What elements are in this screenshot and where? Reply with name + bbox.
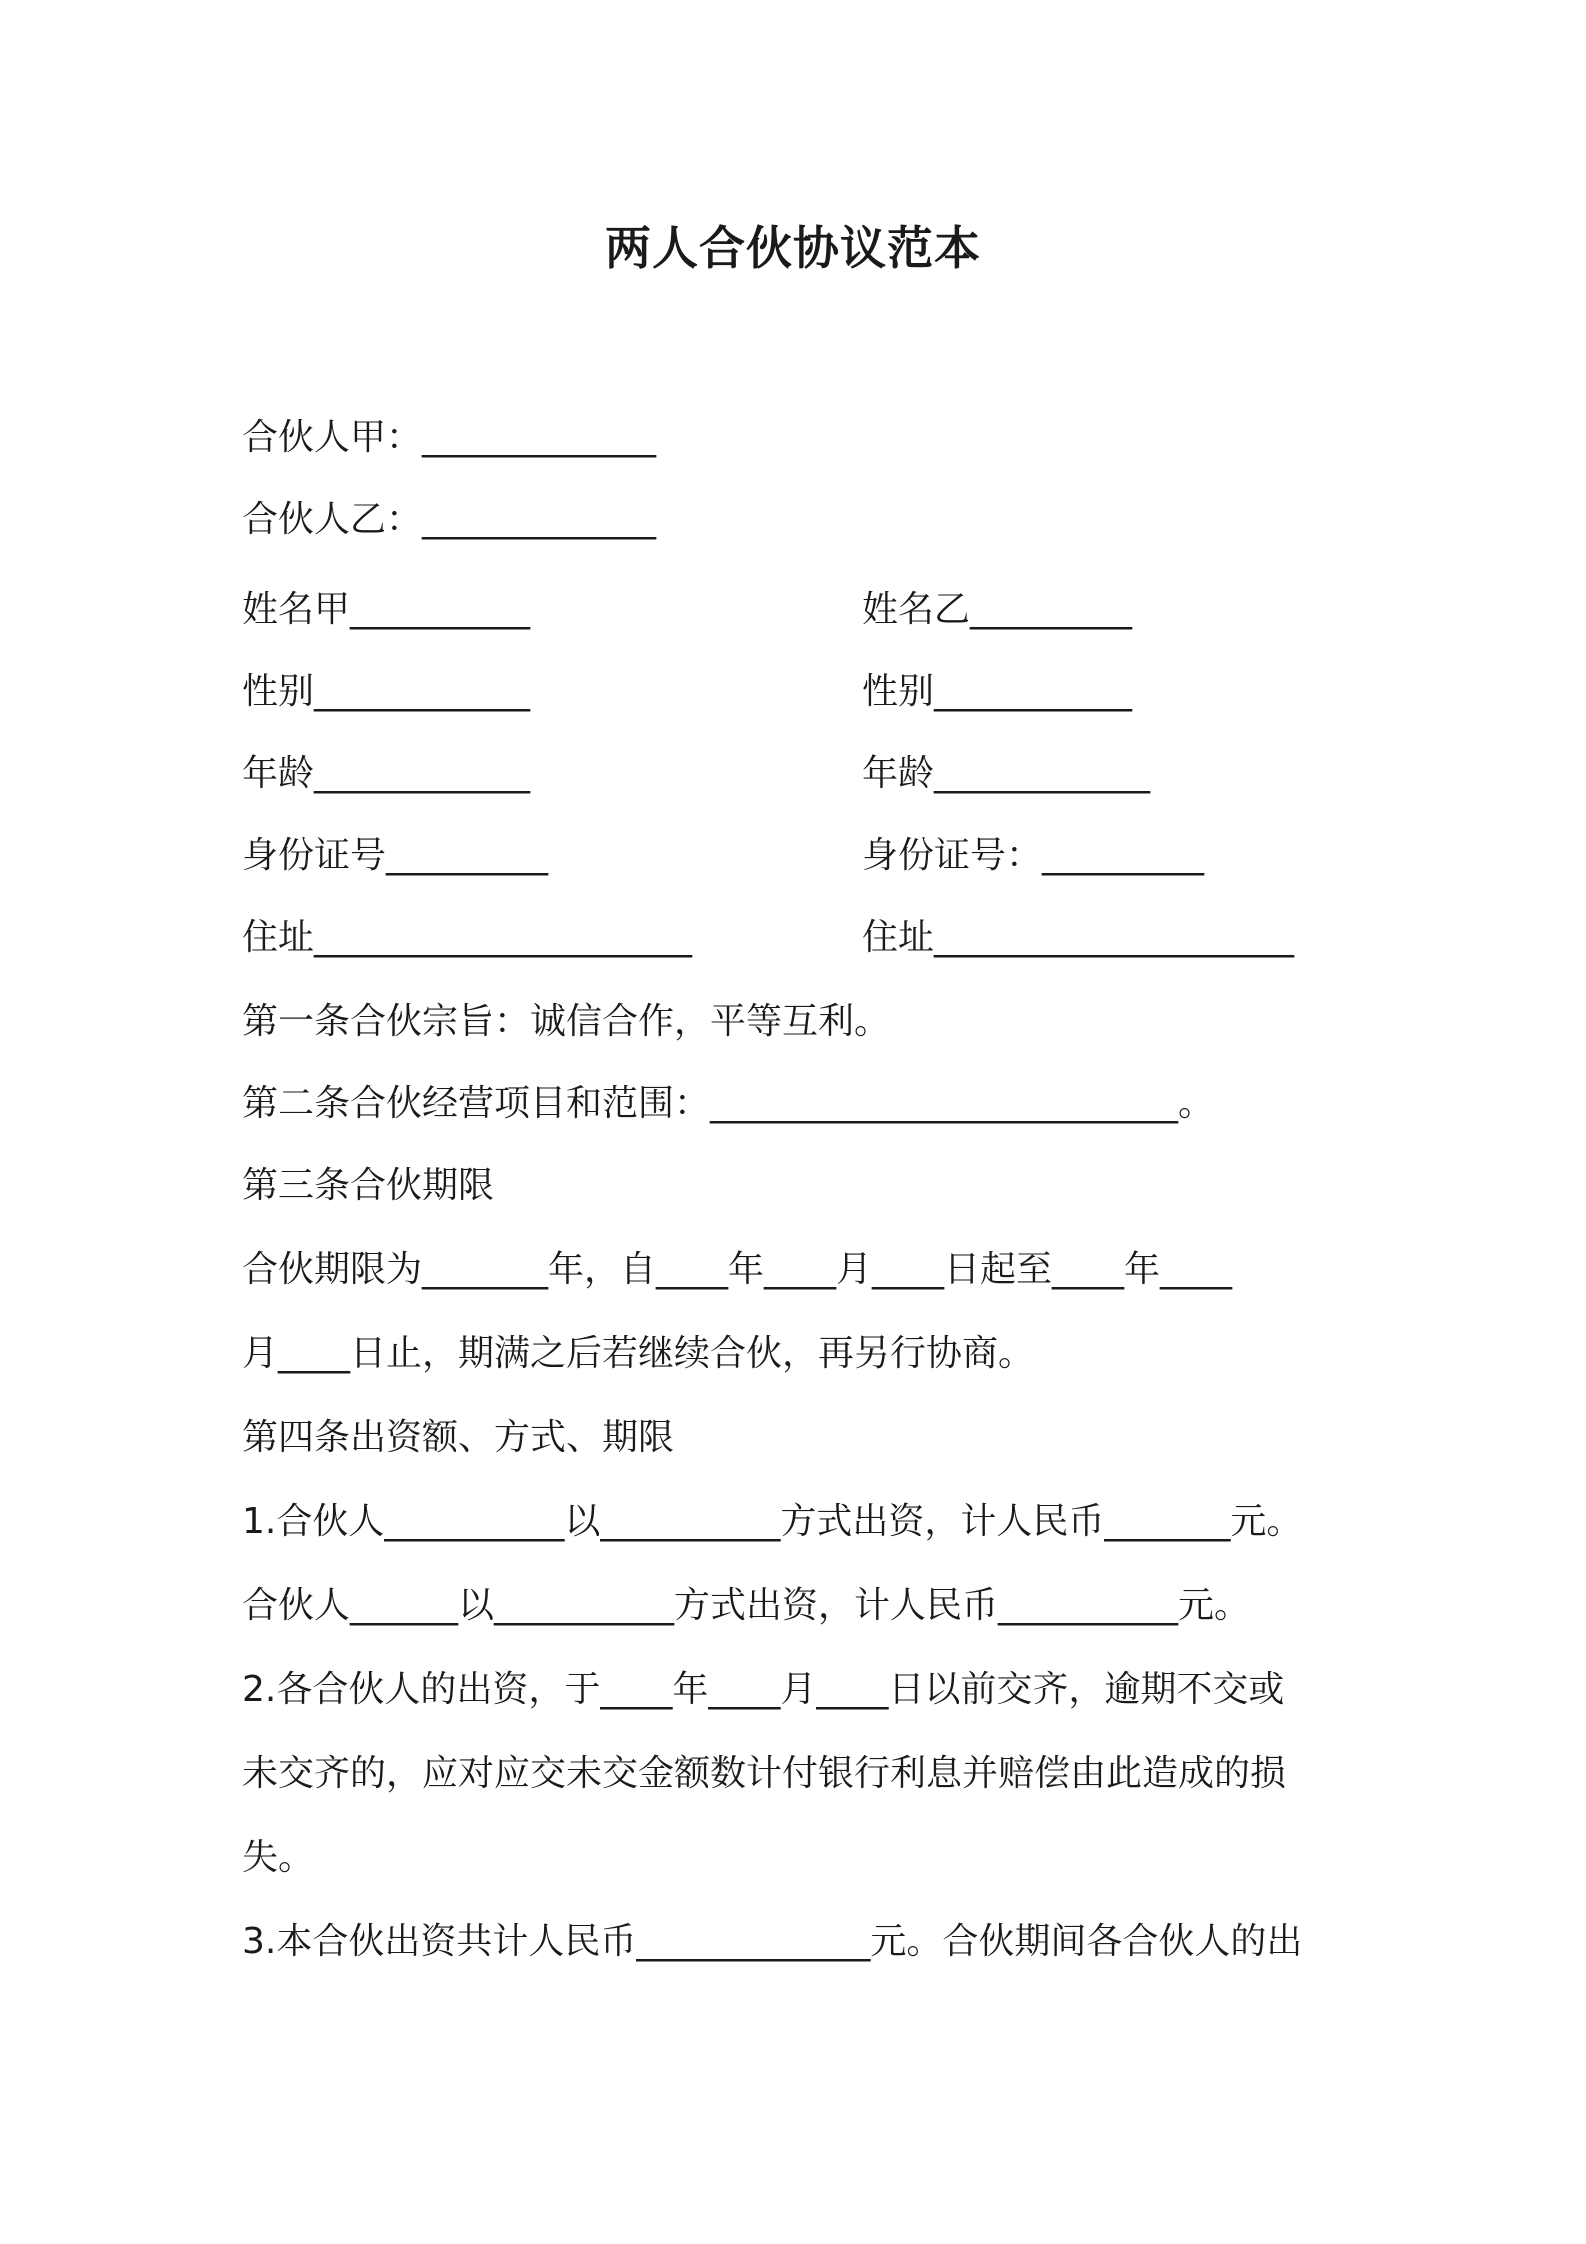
gender-a-field: 性别____________ [242, 671, 531, 712]
name-b-field: 姓名乙_________ [862, 589, 1133, 630]
article-3-line-1: 合伙期限为_______年，自____年____月____日起至____年____ [242, 1249, 1233, 1290]
address-b-field: 住址____________________ [862, 917, 1295, 958]
partner-b-line: 合伙人乙：_____________ [242, 499, 657, 540]
article-4-item-1-line-2: 合伙人______以__________方式出资，计人民币__________元。 [242, 1585, 1251, 1626]
article-4-heading: 第四条出资额、方式、期限 [242, 1417, 675, 1458]
age-b-field: 年龄____________ [862, 753, 1151, 794]
article-2: 第二条合伙经营项目和范围：__________________________。 [242, 1083, 1215, 1124]
article-4-item-1-line-1: 1.合伙人__________以__________方式出资，计人民币_______元。 [242, 1501, 1303, 1542]
partner-a-line: 合伙人甲：_____________ [242, 417, 657, 458]
id-number-a-field: 身份证号_________ [242, 835, 549, 876]
article-3-heading: 第三条合伙期限 [242, 1165, 495, 1206]
article-4-item-2-line-3: 失。 [242, 1837, 315, 1878]
name-a-field: 姓名甲__________ [242, 589, 531, 630]
article-1: 第一条合伙宗旨：诚信合作，平等互利。 [242, 1001, 891, 1042]
gender-b-field: 性别___________ [862, 671, 1133, 712]
article-4-item-2-line-2: 未交齐的，应对应交未交金额数计付银行利息并赔偿由此造成的损 [242, 1753, 1287, 1794]
id-number-b-field: 身份证号：_________ [862, 835, 1205, 876]
article-4-item-3-line-1: 3.本合伙出资共计人民币_____________元。合伙期间各合伙人的出 [242, 1921, 1303, 1962]
age-a-field: 年龄____________ [242, 753, 531, 794]
address-a-field: 住址_____________________ [242, 917, 693, 958]
document-title: 两人合伙协议范本 [605, 221, 981, 275]
article-4-item-2-line-1: 2.各合伙人的出资，于____年____月____日以前交齐，逾期不交或 [242, 1669, 1285, 1710]
article-3-line-2: 月____日止，期满之后若继续合伙，再另行协商。 [242, 1333, 1035, 1374]
